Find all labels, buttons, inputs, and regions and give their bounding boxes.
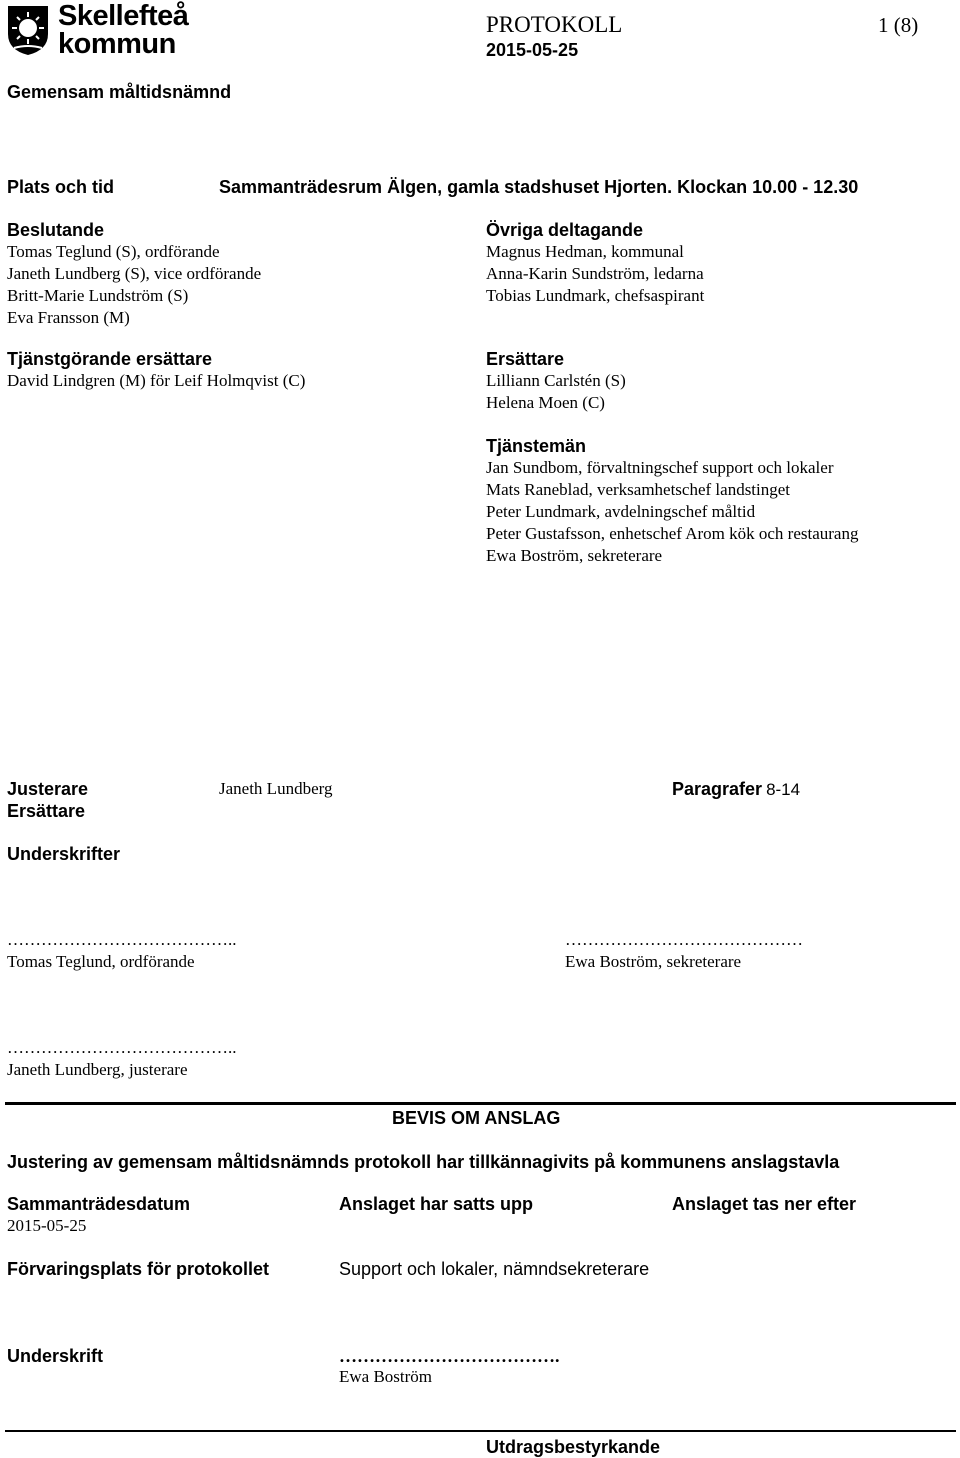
list-item: Anna-Karin Sundström, ledarna	[486, 264, 704, 283]
place-value: Sammanträdesrum Älgen, gamla stadshuset Hjorten. Klockan 10.00 - 12.30	[219, 177, 859, 197]
list-item: David Lindgren (M) för Leif Holmqvist (C)	[7, 371, 306, 390]
anslag-statement: Justering av gemensam måltidsnämnds protokoll har tillkännagivits på kommunens anslagstavla	[7, 1152, 840, 1172]
justerare-label: Justerare	[7, 779, 89, 799]
justerare-value: Janeth Lundberg	[219, 779, 333, 798]
beslutande-list	[7, 241, 261, 329]
tjanstemen-list	[486, 457, 858, 567]
municipality-logo	[6, 0, 196, 60]
storage-label: Förvaringsplats för protokollet	[7, 1259, 270, 1279]
tjanstemen-heading: Tjänstemän	[486, 436, 587, 456]
document-date: 2015-05-25	[486, 40, 579, 60]
list-item: Mats Raneblad, verksamhetschef landstinget	[486, 480, 791, 499]
bottom-rule	[5, 1430, 956, 1432]
underskrifter-label: Underskrifter	[7, 844, 121, 864]
justering-ersattare-label: Ersättare	[7, 801, 86, 821]
signature-name-adjuster: Janeth Lundberg, justerare	[7, 1060, 188, 1079]
meeting-date-label: Sammanträdesdatum	[7, 1194, 191, 1214]
list-item: Helena Moen (C)	[486, 393, 605, 412]
signature-line-secretary: ……………………………………	[565, 930, 803, 949]
logo-text-line2: kommun	[58, 28, 176, 60]
ersattare-list	[486, 370, 626, 414]
logo-text-line1: Skellefteå	[58, 0, 189, 32]
list-item: Lilliann Carlstén (S)	[486, 371, 626, 390]
tjanstgorande-section	[7, 348, 305, 392]
beslutande-heading: Beslutande	[7, 220, 105, 240]
list-item: Janeth Lundberg (S), vice ordförande	[7, 264, 262, 283]
crest-icon	[6, 4, 50, 56]
paragrafer-value: 8-14	[766, 780, 801, 799]
signature-name-secretary: Ewa Boström, sekreterare	[565, 952, 742, 971]
underskrift-label: Underskrift	[7, 1346, 104, 1366]
underskrift-name: Ewa Boström	[339, 1367, 433, 1386]
storage-value: Support och lokaler, nämndsekreterare	[339, 1259, 650, 1279]
document-type: PROTOKOLL	[486, 12, 623, 37]
ovriga-list	[486, 241, 704, 307]
list-item: Jan Sundbom, förvaltningschef support och lokaler	[486, 458, 834, 477]
meeting-date-value: 2015-05-25	[7, 1216, 87, 1235]
paragrafer-label: Paragrafer	[672, 779, 763, 799]
place-label: Plats och tid	[7, 177, 115, 197]
committee-name: Gemensam måltidsnämnd	[7, 82, 232, 102]
list-item: Ewa Boström, sekreterare	[486, 546, 663, 565]
utdrag-label: Utdragsbestyrkande	[486, 1437, 661, 1457]
list-item: Britt-Marie Lundström (S)	[7, 286, 189, 305]
signature-line-adjuster: …………………………………..	[7, 1038, 237, 1057]
beslutande-section	[7, 219, 261, 329]
ovriga-section	[486, 219, 704, 307]
list-item: Eva Fransson (M)	[7, 308, 130, 327]
removed-label: Anslaget tas ner efter	[672, 1194, 857, 1214]
underskrift-line: ……………………………….	[339, 1346, 560, 1366]
signature-line-chair: …………………………………..	[7, 930, 237, 949]
posted-label: Anslaget har satts upp	[339, 1194, 534, 1214]
list-item: Tobias Lundmark, chefsaspirant	[486, 286, 705, 305]
anslag-title: BEVIS OM ANSLAG	[392, 1108, 561, 1128]
tjanstgorande-list	[7, 370, 305, 392]
paragrafer-field	[672, 778, 800, 801]
page-number: 1 (8)	[878, 13, 919, 37]
ersattare-heading: Ersättare	[486, 349, 565, 369]
signature-name-chair: Tomas Teglund, ordförande	[7, 952, 195, 971]
divider-rule	[5, 1102, 956, 1105]
ersattare-section	[486, 348, 626, 414]
list-item: Peter Lundmark, avdelningschef måltid	[486, 502, 756, 521]
list-item: Peter Gustafsson, enhetschef Arom kök och restaurang	[486, 524, 859, 543]
tjanstemen-section	[486, 435, 858, 567]
tjanstgorande-heading: Tjänstgörande ersättare	[7, 349, 213, 369]
ovriga-heading: Övriga deltagande	[486, 220, 644, 240]
list-item: Magnus Hedman, kommunal	[486, 242, 684, 261]
list-item: Tomas Teglund (S), ordförande	[7, 242, 220, 261]
